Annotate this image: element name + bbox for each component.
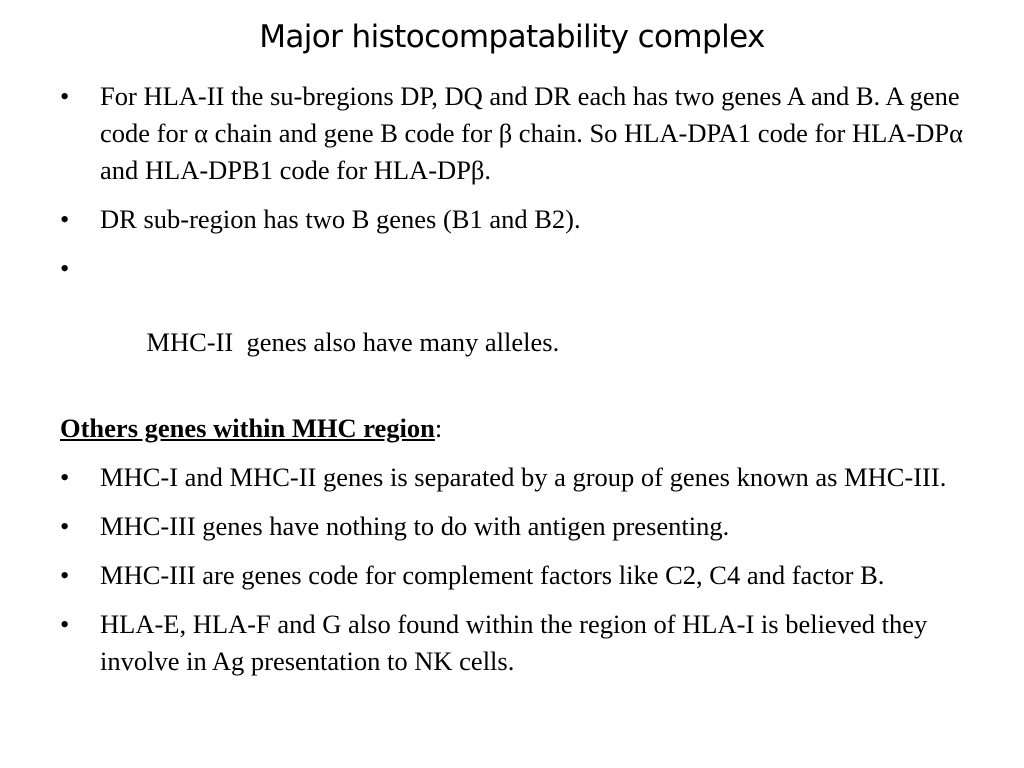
bullet-marker: • (60, 462, 70, 492)
bullet-item (60, 557, 970, 594)
section-heading (60, 410, 970, 447)
bullet-marker: • (60, 560, 70, 590)
bullet-item (60, 508, 970, 545)
slide-body (60, 78, 970, 692)
bullet-marker: • (60, 511, 70, 541)
bullet-item (60, 250, 970, 398)
bullet-text: HLA-E, HLA-F and G also found within the region of HLA-I is believed they involve in Ag presentation to NK cells. (100, 609, 928, 676)
slide-title: Major histocompatability complex (259, 19, 765, 55)
bullet-text: MHC-III genes have nothing to do with antigen presenting. (100, 511, 730, 541)
section-heading-colon: : (434, 413, 443, 443)
bullet-item (60, 201, 970, 238)
bullet-marker: • (60, 253, 70, 283)
bullet-text: DR sub-region has two B genes (B1 and B2). (100, 204, 581, 234)
bullet-item (60, 606, 970, 680)
bullet-marker: • (60, 204, 70, 234)
bullet-text: MHC-II genes also have many alleles. (139, 327, 560, 357)
bullet-text: MHC-I and MHC-II genes is separated by a group of genes known as MHC-III. (100, 462, 947, 492)
bullet-text: For HLA-II the su-bregions DP, DQ and DR each has two genes A and B. A gene code for α chain and gene B code for β chain. So HLA-DPA1 code for HLA-DPα and HLA-DPB1 code for HLA-DPβ. (100, 81, 964, 185)
bullet-text: MHC-III are genes code for complement factors like C2, C4 and factor B. (100, 560, 885, 590)
bullet-item (60, 459, 970, 496)
bullet-marker: • (60, 81, 70, 111)
bullet-marker: • (60, 609, 70, 639)
section-heading-text: Others genes within MHC region (60, 413, 435, 443)
bullet-item (60, 78, 970, 189)
